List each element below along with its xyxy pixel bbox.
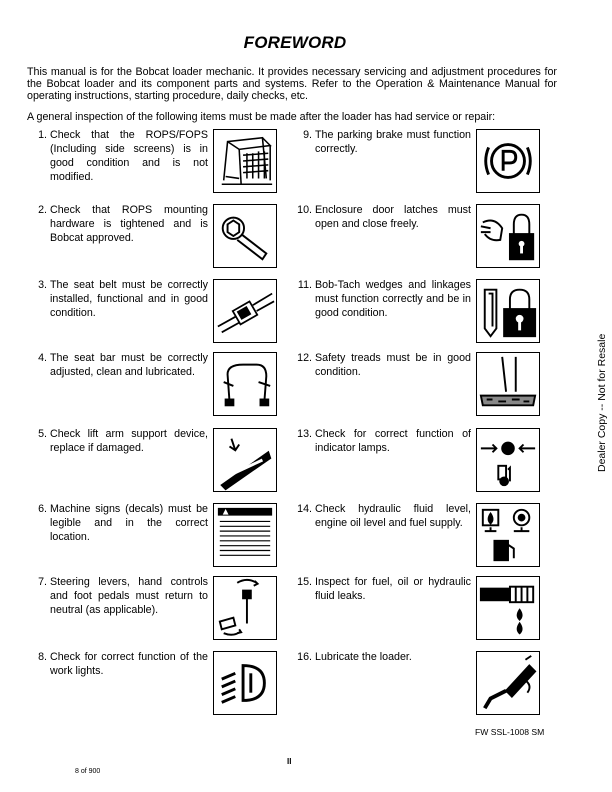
inspection-item-13 [290,428,550,496]
item-text: Steering levers, hand controls and foot pedals must return to neutral (as applicable). [50,576,208,616]
item-number: 7. [38,576,47,588]
inspection-item-12 [290,352,550,420]
item-number: 1. [38,129,47,141]
item-text: The seat bar must be correctly adjusted, clean and lubricated. [50,352,208,378]
inspection-item-2 [27,204,287,272]
page-count: 8 of 900 [75,768,101,775]
inspection-item-11 [290,279,550,347]
work-light-icon [213,651,277,715]
intro-paragraph: This manual is for the Bobcat loader mechanic. It provides necessary servicing and adjustment procedures for the Bobcat loader and its component parts and systems. Refer to the Operation & Maintenance Manual for operating instructions, starting procedure, daily checks, etc. [27,66,557,103]
fluid-levels-icon [476,503,540,567]
inspection-item-3 [27,279,287,347]
item-text: Check that the ROPS/FOPS (Including side screens) is in good condition and is not modified. [50,129,208,183]
controls-pedals-icon [213,576,277,640]
item-number: 13. [297,428,312,440]
item-number: 12. [297,352,312,364]
grease-gun-icon [476,651,540,715]
inspection-item-4 [27,352,287,420]
item-number: 14. [297,503,312,515]
general-inspection-text: A general inspection of the following items must be made after the loader has had service or repair: [27,111,496,123]
inspection-item-7 [27,576,287,644]
indicator-lamps-icon [476,428,540,492]
page-number: II [287,757,292,766]
item-number: 15. [297,576,312,588]
item-text: Inspect for fuel, oil or hydraulic fluid leaks. [315,576,471,602]
page-title: FOREWORD [243,33,347,52]
item-text: Check for correct function of the work lights. [50,651,208,677]
inspection-item-5 [27,428,287,496]
item-text: Lubricate the loader. [315,651,412,663]
item-number: 16. [297,651,312,663]
item-text: Bob-Tach wedges and linkages must function correctly and be in good condition. [315,279,471,319]
inspection-item-1 [27,129,287,197]
item-number: 4. [38,352,47,364]
warning-decal-icon [213,503,277,567]
document-id: FW SSL-1008 SM [475,727,545,737]
item-text: Machine signs (decals) must be legible and in the correct location. [50,503,208,543]
item-text: Safety treads must be in good condition. [315,352,471,378]
door-latch-icon [476,204,540,268]
bobtach-wedge-icon [476,279,540,343]
item-number: 6. [38,503,47,515]
inspection-item-14 [290,503,550,571]
wrench-bolt-icon [213,204,277,268]
item-number: 9. [303,129,312,141]
item-text: Enclosure door latches must open and close freely. [315,204,471,230]
item-text: The parking brake must function correctly. [315,129,471,155]
item-number: 10. [297,204,312,216]
lift-arm-support-icon [213,428,277,492]
item-text: The seat belt must be correctly installed, functional and in good condition. [50,279,208,319]
rops-cab-icon [213,129,277,193]
inspection-item-16 [290,651,550,719]
inspection-item-9 [290,129,550,197]
side-watermark: Dealer Copy -- Not for Resale [596,333,608,472]
item-text: Check that ROPS mounting hardware is tightened and is Bobcat approved. [50,204,208,244]
seat-bar-icon [213,352,277,416]
item-number: 8. [38,651,47,663]
inspection-item-15 [290,576,550,644]
parking-brake-icon [476,129,540,193]
inspection-item-8 [27,651,287,719]
item-number: 11. [297,279,312,291]
item-text: Check lift arm support device, replace if damaged. [50,428,208,454]
fluid-leak-icon [476,576,540,640]
seat-belt-icon [213,279,277,343]
safety-tread-icon [476,352,540,416]
item-number: 3. [38,279,47,291]
inspection-item-6 [27,503,287,571]
item-number: 5. [38,428,47,440]
item-text: Check for correct function of indicator lamps. [315,428,471,454]
item-number: 2. [38,204,47,216]
inspection-item-10 [290,204,550,272]
item-text: Check hydraulic fluid level, engine oil level and fuel supply. [315,503,471,529]
